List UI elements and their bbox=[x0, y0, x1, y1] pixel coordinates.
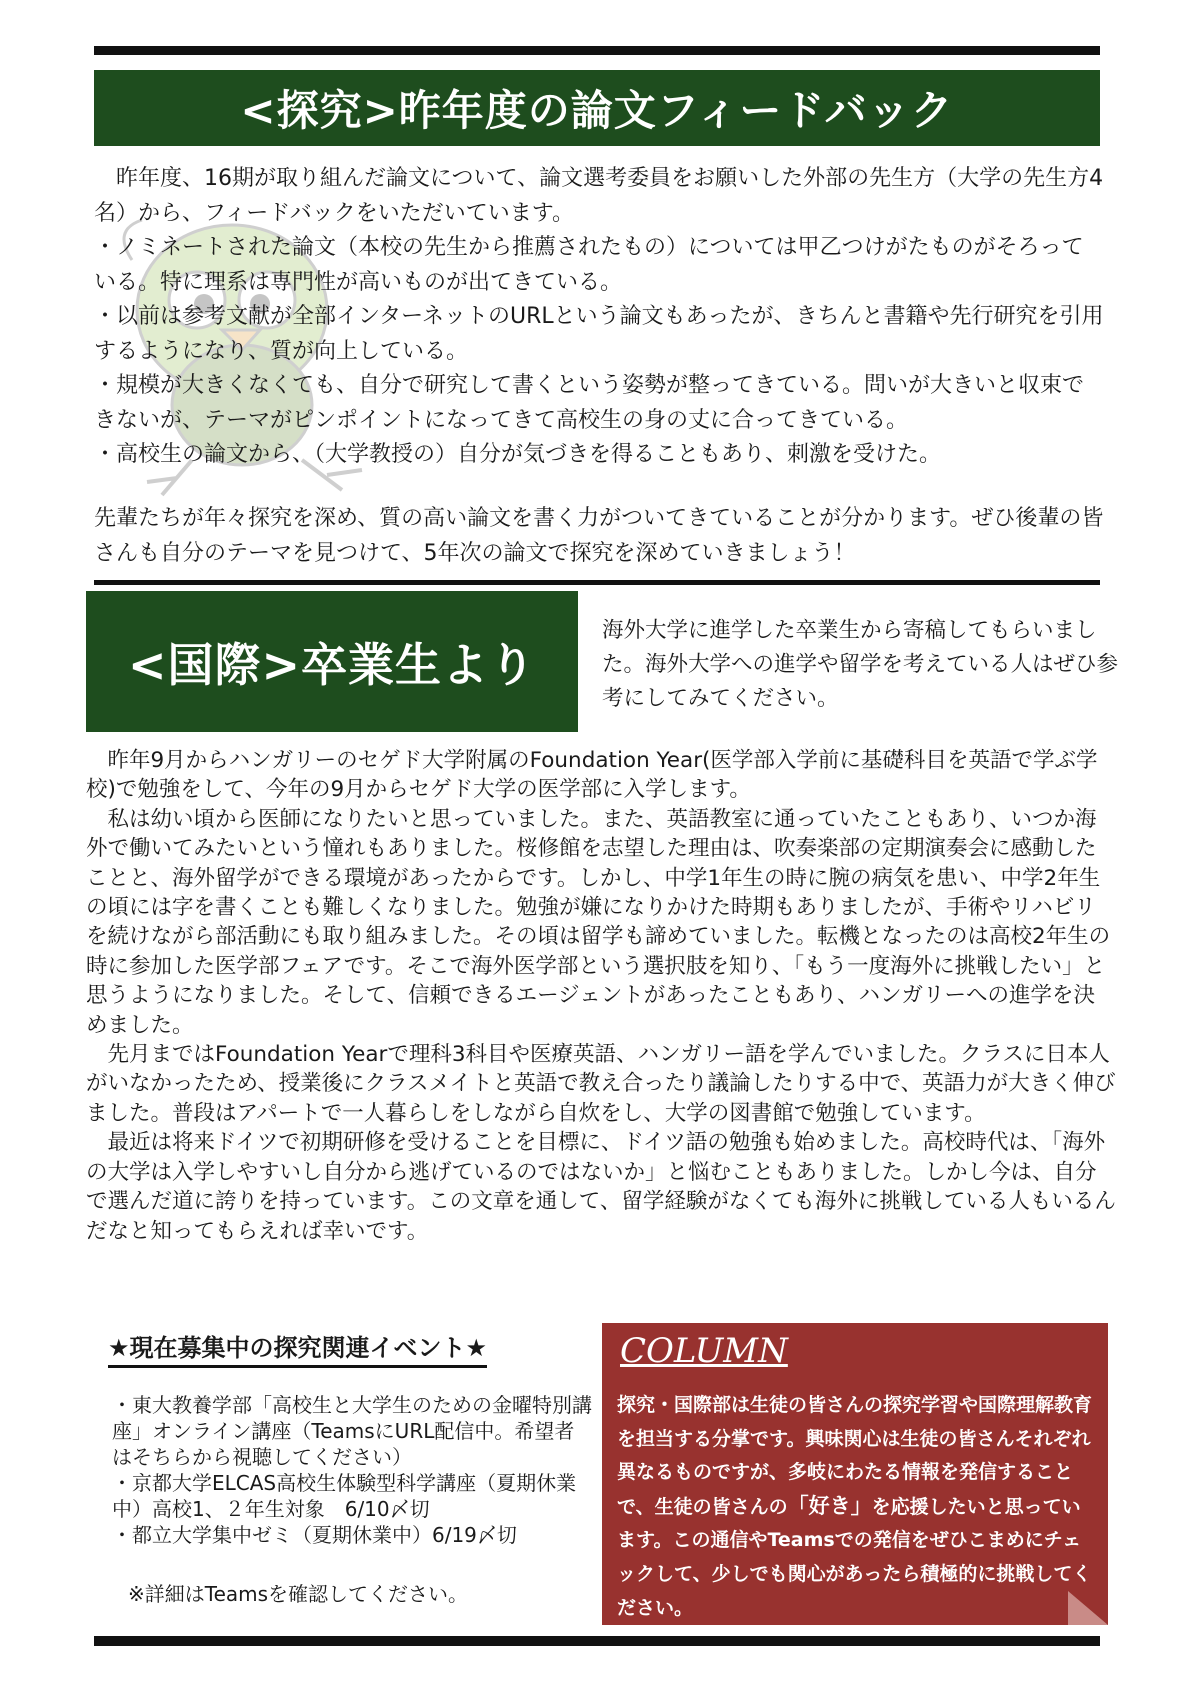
section1-closing bbox=[94, 502, 1104, 571]
section2-lead-text: 海外大学に進学した卒業生から寄稿してもらいました。海外大学への進学や留学を考えている人はぜひ参考にしてみてください。 bbox=[602, 618, 1119, 711]
section1-bullet: ・以前は参考文献が全部インターネットのURLという論文もあったが、きちんと書籍や先行研究を引用するようになり、質が向上している。 bbox=[94, 304, 1104, 364]
section2-title-bar bbox=[86, 591, 578, 732]
column-text-after: を応援したいと思っています。この通信やTeamsでの発信をぜひこまめにチェックして、少しでも関心があったら積極的に挑戦してください。 bbox=[617, 1495, 1092, 1619]
section2-paragraph: 私は幼い頃から医師になりたいと思っていました。また、英語教室に通っていたこともあり、いつか海外で働いてみたいという憧れもありました。桜修館を志望した理由は、吹奏楽部の定期演奏会に感動したことと、海外留学ができる環境があったからです。しかし、中学1年生の時に腕の病気を患い、中学2年生の頃には字を書くことも難しくなりました。勉強が嫌になりかけた時期もありましたが、手術やリハビリを続けながら部活動にも取り組みました。その頃は留学も諦めていました。転機となったのは高校2年生の時に参加した医学部フェアです。そこで海外医学部という選択肢を知り、「もう一度海外に挑戦したい」と思うようになりました。そして、信頼できるエージェントがあったこともあり、ハンガリーへの進学を決めました。 bbox=[86, 806, 1111, 1038]
section1-bullet: ・規模が大きくなくても、自分で研究して書くという姿勢が整ってきている。問いが大きいと収束できないが、テーマがピンポイントになってきて高校生の身の丈に合ってきている。 bbox=[94, 373, 1085, 433]
section2-body bbox=[86, 746, 1116, 1246]
section1-body bbox=[94, 162, 1104, 473]
column-emphasis: 「好き」 bbox=[787, 1493, 872, 1518]
section2-paragraph: 最近は将来ドイツで初期研修を受けることを目標に、ドイツ語の勉強も始めました。高校時代は、「海外の大学は入学しやすいし自分から逃げているのではないか」と悩むこともありました。しかし今は、自分で選んだ道に誇りを持っています。この文章を通して、留学経験がなくても海外に挑戦している人もいるんだなと知ってもらえれば幸いです。 bbox=[86, 1130, 1116, 1244]
section1-bullet: ・ノミネートされた論文（本校の先生から推薦されたもの）については甲乙つけがたものがそろっている。特に理系は専門性が高いものが出てきている。 bbox=[94, 235, 1084, 295]
event-item: ・都立大学集中ゼミ（夏期休業中）6/19〆切 bbox=[112, 1523, 517, 1547]
section1-title-bar bbox=[94, 70, 1100, 146]
section2-paragraph: 先月まではFoundation Yearで理科3科目や医療英語、ハンガリー語を学んでいました。クラスに日本人がいなかったため、授業後にクラスメイトと英語で教え合ったり議論したりする中で、英語力が大きく伸びました。普段はアパートで一人暮らしをしながら自炊をし、大学の図書館で勉強しています。 bbox=[86, 1042, 1116, 1126]
event-item: ・東大教養学部「高校生と大学生のための金曜特別講座」オンライン講座（TeamsにURL配信中。希望者はそちらから視聴してください） bbox=[112, 1393, 592, 1469]
section1-closing-text: 先輩たちが年々探究を深め、質の高い論文を書く力がついてきていることが分かります。ぜひ後輩の皆さんも自分のテーマを見つけて、5年次の論文で探究を深めていきましょう！ bbox=[94, 506, 1104, 566]
section2-lead bbox=[602, 614, 1122, 716]
section1-bullet: ・高校生の論文から、（大学教授の）自分が気づきを得ることもあり、刺激を受けた。 bbox=[94, 442, 942, 467]
column-box bbox=[602, 1323, 1108, 1625]
events-title: ★現在募集中の探究関連イベント★ bbox=[108, 1328, 487, 1368]
page-curl-decoration bbox=[1068, 1591, 1108, 1625]
event-item: ・京都大学ELCAS高校生体験型科学講座（夏期休業中）高校1、２年生対象 6/10〆切 bbox=[112, 1471, 577, 1521]
section-divider bbox=[94, 580, 1100, 585]
column-text-before: 探究・国際部は生徒の皆さんの探究学習や国際理解教育を担当する分掌です。興味関心は生徒の皆さんそれぞれ異なるものですが、多岐にわたる情報を発信することで、生徒の皆さんの bbox=[617, 1394, 1093, 1518]
section1-title: <探究>昨年度の論文フィードバック bbox=[240, 86, 954, 135]
column-text bbox=[617, 1389, 1097, 1625]
top-rule bbox=[94, 46, 1100, 55]
section1-intro: 昨年度、16期が取り組んだ論文について、論文選考委員をお願いした外部の先生方（大学の先生方4名）から、フィードバックをいただいています。 bbox=[94, 166, 1104, 226]
section2-title: <国際>卒業生より bbox=[127, 637, 537, 692]
bottom-rule bbox=[94, 1636, 1100, 1646]
column-title: COLUMN bbox=[620, 1331, 788, 1371]
events-note: ※詳細はTeamsを確認してください。 bbox=[128, 1582, 469, 1606]
section2-paragraph: 昨年9月からハンガリーのセゲド大学附属のFoundation Year(医学部入学前に基礎科目を英語で学ぶ学校)で勉強をして、今年の9月からセゲド大学の医学部に入学します。 bbox=[86, 748, 1098, 803]
events-list bbox=[112, 1392, 592, 1548]
